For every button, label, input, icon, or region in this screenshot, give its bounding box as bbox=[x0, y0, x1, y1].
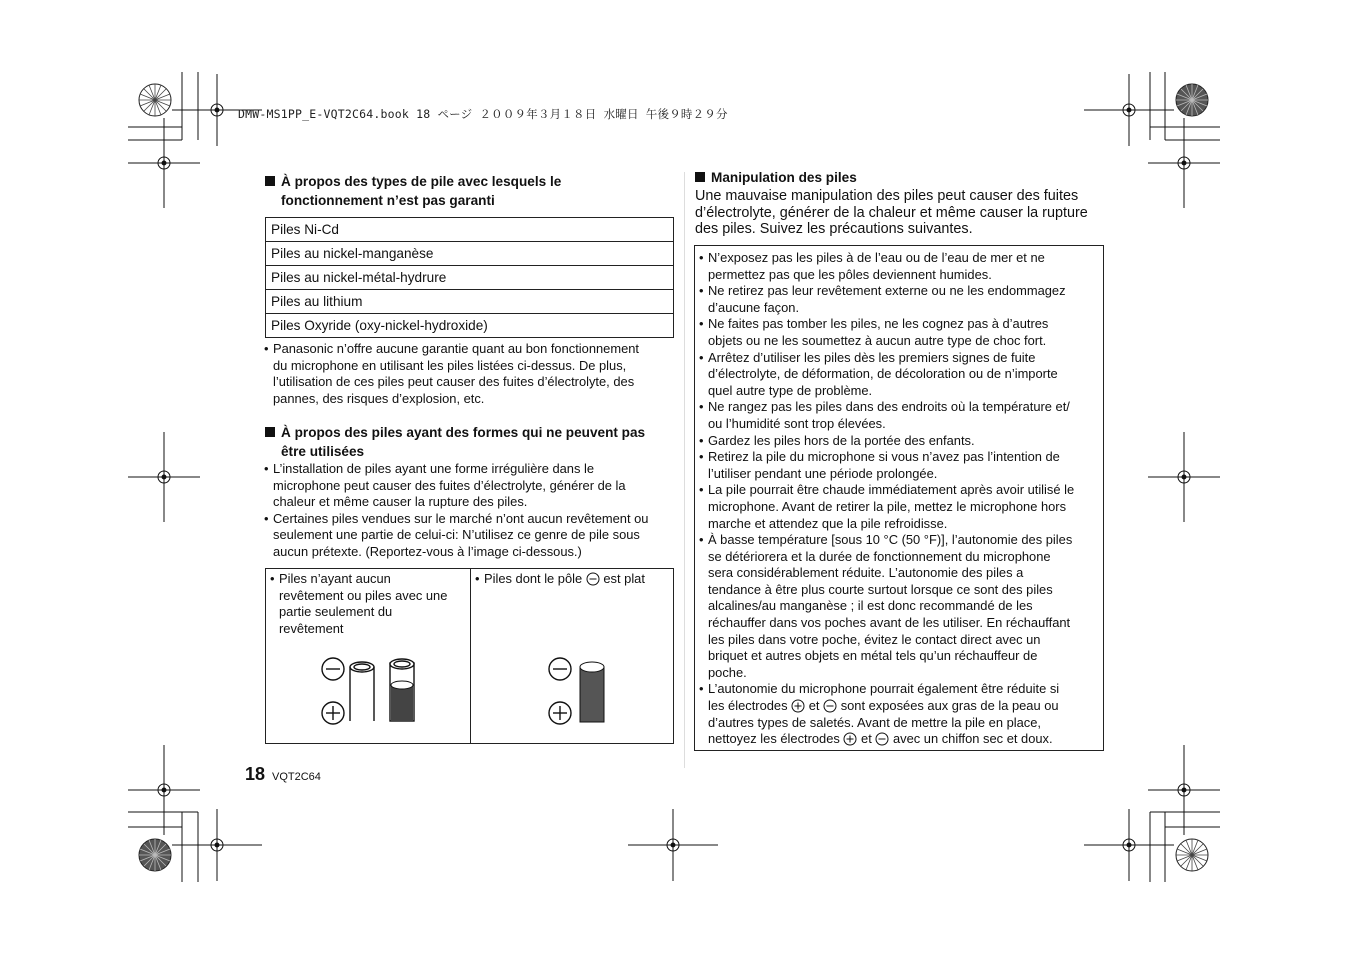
flat-terminal-cell: • Piles dont le pôle est plat bbox=[471, 569, 673, 743]
square-bullet-icon bbox=[265, 176, 275, 186]
table-row: Piles au nickel-métal-hydrure bbox=[266, 266, 674, 290]
table-row: Piles au nickel-manganèse bbox=[266, 242, 674, 266]
column-divider bbox=[684, 172, 685, 768]
list-item: • L’installation de piles ayant une forme irrégulière dans le microphone peut causer des fuites d’électrolyte, générer de la chaleur et même causer la rupture des piles. bbox=[264, 461, 684, 511]
plus-terminal-icon bbox=[791, 699, 805, 713]
minus-terminal-icon bbox=[586, 572, 600, 586]
uncoated-battery-illustration bbox=[316, 655, 426, 727]
section-heading-handling: Manipulation des piles bbox=[695, 168, 1095, 187]
list-item: • N’exposez pas les piles à de l’eau ou de l’eau de mer et ne permettez pas que les pôles deviennent humides. bbox=[699, 250, 1099, 283]
file-header-line: DMW-MS1PP_E-VQT2C64.book 18 ページ ２００９年３月１８日 水曜日 午後９時２９分 bbox=[238, 107, 728, 121]
irregular-shape-notes bbox=[264, 461, 684, 561]
flat-battery-illustration bbox=[543, 655, 633, 727]
list-item: • L’autonomie du microphone pourrait également être réduite si les électrodes et sont exposées aux gras de la peau ou d’autres types de saletés. Avant de mettre la pile en place, nettoyez les électrodes et avec un chiffon sec et doux. bbox=[699, 681, 1099, 747]
list-item: • Ne rangez pas les piles dans des endroits où la température et/ ou l’humidité sont trop élevées. bbox=[699, 399, 1099, 432]
battery-types-table bbox=[265, 217, 674, 338]
page-number: 18 bbox=[245, 764, 266, 784]
warranty-note: • Panasonic n’offre aucune garantie quant au bon fonctionnement du microphone en utilisant les piles listées ci-dessus. De plus, l’utilisation de ces piles peut causer des fuites d’électrolyte, des pannes, des risques d’explosion, etc. bbox=[264, 341, 684, 407]
square-bullet-icon bbox=[695, 172, 705, 182]
table-row: Piles Ni-Cd bbox=[266, 218, 674, 242]
square-bullet-icon bbox=[265, 427, 275, 437]
section-heading-unsupported-batteries: À propos des types de pile avec lesquels le fonctionnement n’est pas garanti bbox=[265, 172, 685, 210]
precautions-list bbox=[699, 250, 1099, 748]
minus-terminal-icon bbox=[875, 732, 889, 746]
section-heading-unusable-shapes: À propos des piles ayant des formes qui ne peuvent pas être utilisées bbox=[265, 423, 685, 461]
list-item: • Arrêtez d’utiliser les piles dès les premiers signes de fuite d’électrolyte, de déformation, de décoloration ou de n’importe quel autre type de problème. bbox=[699, 350, 1099, 400]
list-item: • Retirez la pile du microphone si vous n’avez pas l’intention de l’utiliser pendant une période prolongée. bbox=[699, 449, 1099, 482]
list-item: • La pile pourrait être chaude immédiatement après avoir utilisé le microphone. Avant de retirer la pile, mettez le microphone hors marche et attendez que la pile refroidisse. bbox=[699, 482, 1099, 532]
list-item: • Gardez les piles hors de la portée des enfants. bbox=[699, 433, 1099, 450]
plus-terminal-icon bbox=[843, 732, 857, 746]
no-coating-cell: • Piles n’ayant aucun revêtement ou piles avec une partie seulement du revêtement bbox=[266, 569, 471, 743]
page-code: VQT2C64 bbox=[272, 771, 321, 783]
list-item: • Ne retirez pas leur revêtement externe ou ne les endommagez d’aucune façon. bbox=[699, 283, 1099, 316]
list-item: • Ne faites pas tomber les piles, ne les cognez pas à d’autres objets ou ne les soumettez à aucun autre type de choc fort. bbox=[699, 316, 1099, 349]
list-item: • À basse température [sous 10 °C (50 °F)], l’autonomie des piles se détériorera et la durée de fonctionnement du microphone sera considérablement réduite. L’autonomie des piles a tendance à être plus courte surtout lorsque ce sont des piles alcalines/au manganèse ; il est donc recommandé de les réchauffer dans vos poches avant de les utiliser. En réchauffant les piles dans votre poche, évitez le contact direct avec un briquet et autres objets en métal tels qu’un réchauffeur de poche. bbox=[699, 532, 1099, 681]
handling-intro: Une mauvaise manipulation des piles peut causer des fuites d’électrolyte, générer de la chaleur et même causer la rupture des piles. Suivez les précautions suivantes. bbox=[695, 188, 1088, 237]
battery-image-table bbox=[265, 568, 674, 744]
minus-terminal-icon bbox=[823, 699, 837, 713]
precautions-box bbox=[694, 245, 1104, 751]
list-item: • Certaines piles vendues sur le marché n’ont aucun revêtement ou seulement une partie de celui-ci: N’utilisez ce genre de pile sous aucun prétexte. (Reportez-vous à l’image ci-dessous.) bbox=[264, 511, 684, 561]
table-row: Piles au lithium bbox=[266, 290, 674, 314]
table-row: Piles Oxyride (oxy-nickel-hydroxide) bbox=[266, 314, 674, 338]
